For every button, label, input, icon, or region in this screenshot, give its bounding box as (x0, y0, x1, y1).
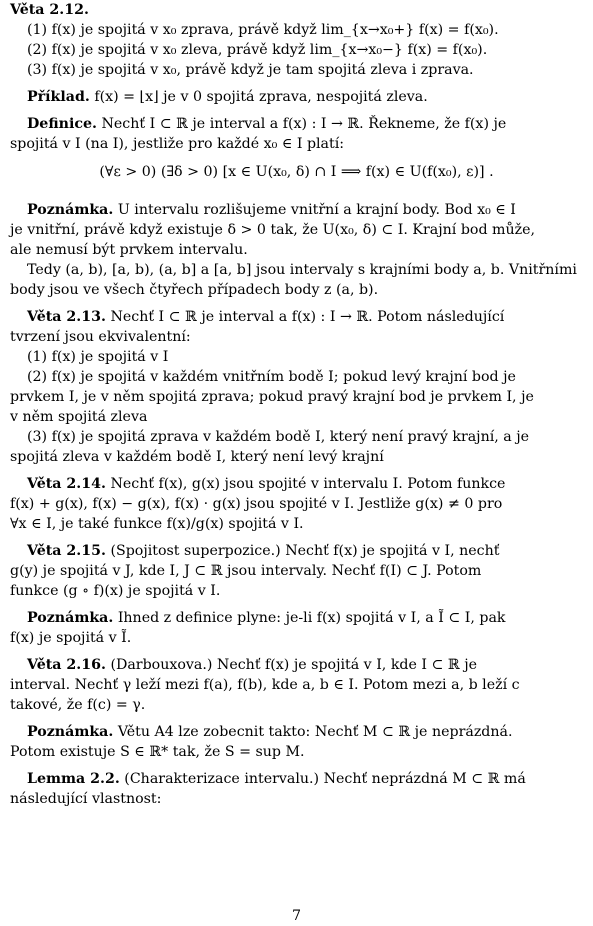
remark-line: ale nemusí být prvkem intervalu. (10, 242, 248, 258)
text: Větu A4 lze zobecnit takto: Nechť M ⊂ ℝ je neprázdná. (117, 724, 513, 740)
text: (Spojitost superpozice.) Nechť f(x) je spojitá v I, nechť (110, 543, 500, 559)
heading: Poznámka. (27, 202, 114, 218)
theorem-line: (2) f(x) je spojitá v x₀ zleva, právě když lim_{x→x₀−} f(x) = f(x₀). (27, 42, 488, 58)
example-paragraph (10, 87, 583, 107)
text: (Charakterizace intervalu.) Nechť neprázdná M ⊂ ℝ má (124, 771, 526, 787)
heading: Věta 2.12. (10, 2, 89, 18)
definition-formula: (∀ε > 0) (∃δ > 0) [x ∈ U(x₀, δ) ∩ I ⟹ f(x) ∈ U(f(x₀), ε)] . (99, 164, 494, 180)
text: (Darbouxova.) Nechť f(x) je spojitá v I, kde I ⊂ ℝ je (110, 657, 478, 673)
heading: Definice. (27, 116, 97, 132)
heading: Poznámka. (27, 724, 114, 740)
theorem-2-16-paragraph (10, 655, 583, 675)
remark-line: body jsou ve všech čtyřech případech body z (a, b). (10, 282, 379, 298)
text: Ihned z definice plyne: je-li f(x) spojitá v I, a Ĩ ⊂ I, pak (117, 610, 506, 626)
remark-line: f(x) je spojitá v Ĩ. (10, 630, 132, 646)
heading: Poznámka. (27, 610, 114, 626)
remark-line: Tedy (a, b), [a, b), (a, b] a [a, b] jsou intervaly s krajními body a, b. Vnitřními (27, 262, 577, 278)
theorem-line: (3) f(x) je spojitá zprava v každém bodě I, který není pravý krajní, a je (27, 429, 530, 445)
theorem-2-13-paragraph (10, 307, 583, 327)
theorem-line: tvrzení jsou ekvivalentní: (10, 329, 191, 345)
lemma-line: následující vlastnost: (10, 791, 162, 807)
heading: Věta 2.16. (27, 657, 106, 673)
remark-line: je vnitřní, právě když existuje δ > 0 tak, že U(x₀, δ) ⊂ I. Krajní bod může, (10, 222, 536, 238)
page-number: 7 (291, 908, 302, 924)
theorem-line: (1) f(x) je spojitá v x₀ zprava, právě když lim_{x→x₀+} f(x) = f(x₀). (27, 22, 499, 38)
remark-paragraph (10, 608, 583, 628)
definition-paragraph (10, 114, 583, 134)
theorem-line: interval. Nechť γ leží mezi f(a), f(b), kde a, b ∈ I. Potom mezi a, b leží c (10, 677, 520, 693)
text: f(x) = ⌊x⌋ je v 0 spojitá zprava, nespojitá zleva. (94, 89, 428, 105)
text: Nechť I ⊂ ℝ je interval a f(x) : I → ℝ. Řekneme, že f(x) je (101, 116, 507, 132)
theorem-line: (3) f(x) je spojitá v x₀, právě když je tam spojitá zleva i zprava. (27, 62, 474, 78)
text: Nechť f(x), g(x) jsou spojité v intervalu I. Potom funkce (110, 476, 506, 492)
theorem-line: f(x) + g(x), f(x) − g(x), f(x) · g(x) jsou spojité v I. Jestliže g(x) ≠ 0 pro (10, 496, 503, 512)
theorem-line: (1) f(x) je spojitá v I (27, 349, 169, 365)
page-content (10, 0, 583, 809)
heading: Věta 2.15. (27, 543, 106, 559)
remark-paragraph (10, 722, 583, 742)
theorem-line: funkce (g ∘ f)(x) je spojitá v I. (10, 583, 221, 599)
theorem-2-12-heading (10, 0, 583, 20)
theorem-line: takové, že f(c) = γ. (10, 697, 146, 713)
theorem-2-15-paragraph (10, 541, 583, 561)
theorem-line: v něm spojitá zleva (10, 409, 148, 425)
theorem-line: g(y) je spojitá v J, kde I, J ⊂ ℝ jsou intervaly. Nechť f(I) ⊂ J. Potom (10, 563, 482, 579)
theorem-line: spojitá zleva v každém bodě I, který není levý krajní (10, 449, 384, 465)
heading: Příklad. (27, 89, 90, 105)
remark-paragraph (10, 200, 583, 220)
text: Nechť I ⊂ ℝ je interval a f(x) : I → ℝ. Potom následující (110, 309, 505, 325)
theorem-line: ∀x ∈ I, je také funkce f(x)/g(x) spojitá v I. (10, 516, 304, 532)
theorem-line: (2) f(x) je spojitá v každém vnitřním bodě I; pokud levý krajní bod je (27, 369, 516, 385)
remark-line: Potom existuje S ∈ ℝ* tak, že S = sup M. (10, 744, 305, 760)
definition-line: spojitá v I (na I), jestliže pro každé x₀ ∈ I platí: (10, 136, 345, 152)
heading: Věta 2.14. (27, 476, 106, 492)
theorem-line: prvkem I, je v něm spojitá zprava; pokud pravý krajní bod je prvkem I, je (10, 389, 534, 405)
text: U intervalu rozlišujeme vnitřní a krajní body. Bod x₀ ∈ I (117, 202, 516, 218)
heading: Věta 2.13. (27, 309, 106, 325)
heading: Lemma 2.2. (27, 771, 120, 787)
theorem-2-14-paragraph (10, 474, 583, 494)
lemma-2-2-paragraph (10, 769, 583, 789)
